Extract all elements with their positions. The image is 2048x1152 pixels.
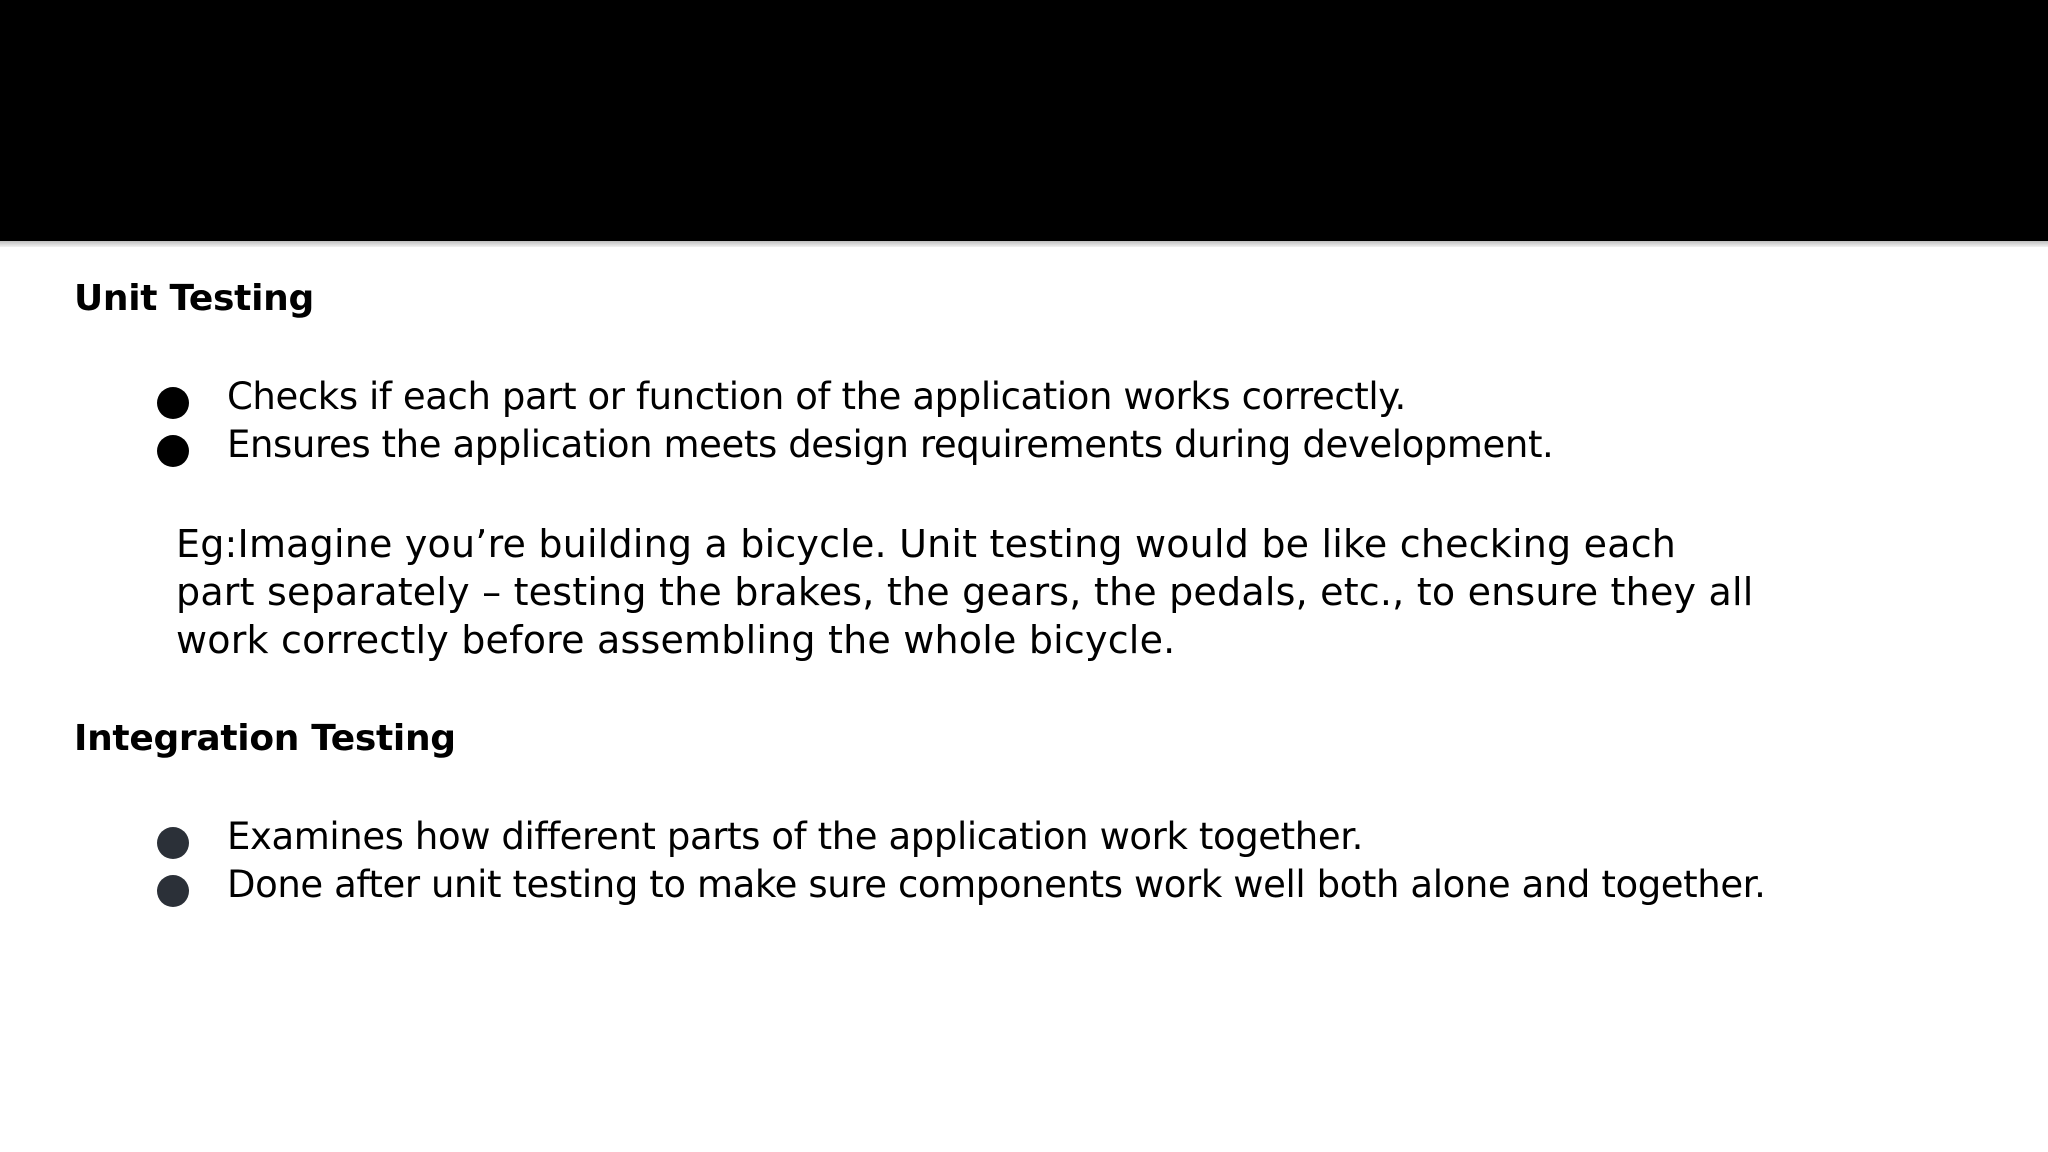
bullet-text: Ensures the application meets design requirements during development. [227,423,1554,466]
example-line: part separately – testing the brakes, the gears, the pedals, etc., to ensure they all [176,570,1754,614]
bullet-dot-icon [157,827,189,859]
bullet-text: Examines how different parts of the application work together. [227,815,1363,858]
bullet-dot-icon [157,875,189,907]
title-bar [0,0,2048,241]
integration-testing-heading: Integration Testing [74,718,456,759]
example-line: work correctly before assembling the whole bicycle. [176,618,1176,662]
bullet-dot-icon [157,387,189,419]
unit-testing-heading: Unit Testing [74,278,314,319]
bullet-text: Checks if each part or function of the application works correctly. [227,375,1406,418]
title-bar-divider [0,241,2048,247]
example-line: Eg:Imagine you’re building a bicycle. Unit testing would be like checking each [176,522,1677,566]
bicycle-example-paragraph [176,520,1896,664]
bullet-text: Done after unit testing to make sure components work well both alone and together. [227,863,1766,906]
bullet-dot-icon [157,435,189,467]
